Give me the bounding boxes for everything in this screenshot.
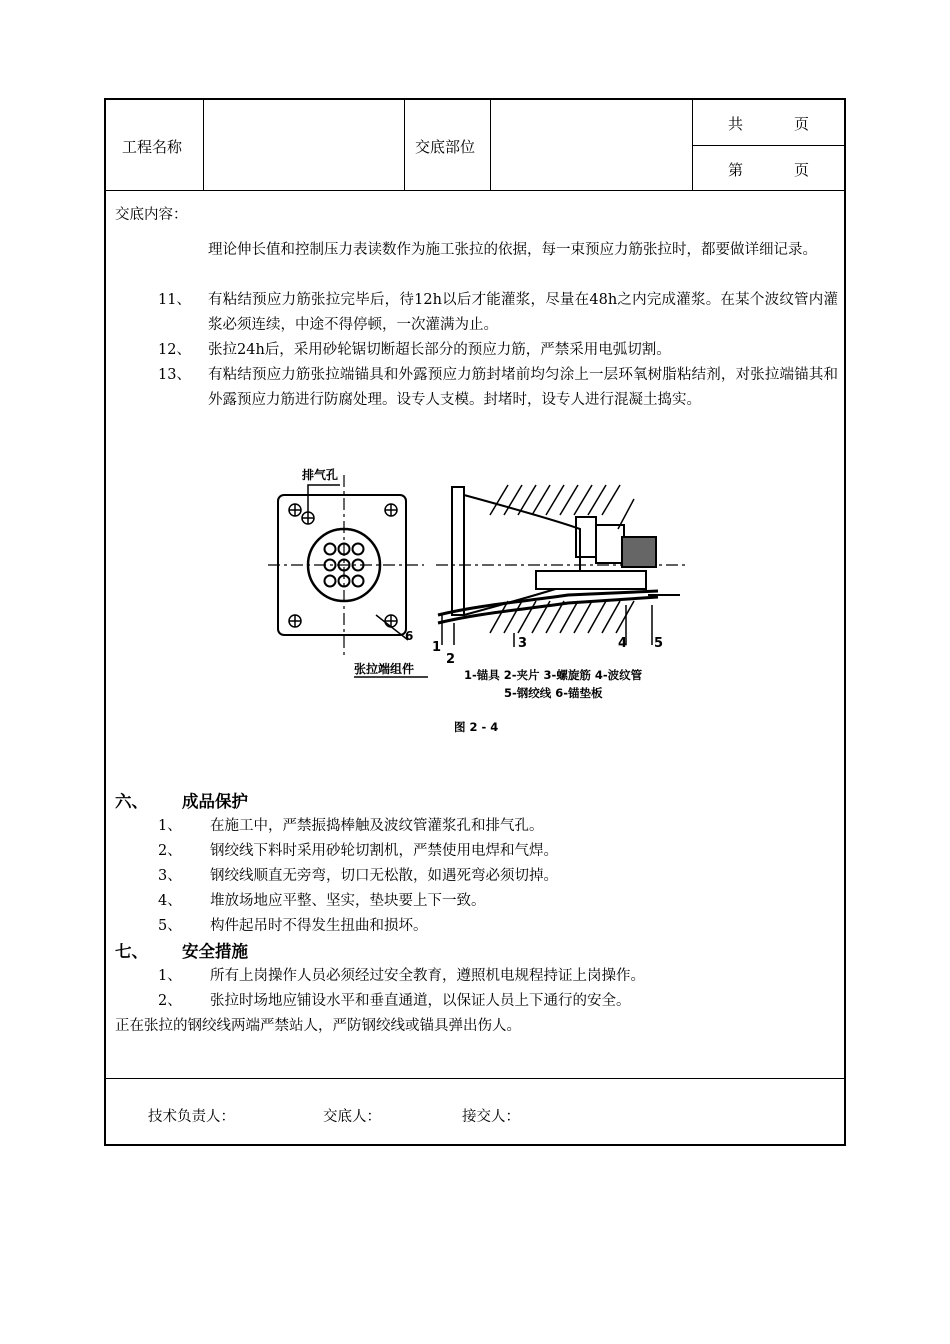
- receiver-label: 接交人：: [462, 1109, 520, 1125]
- section6-number: 六、: [115, 792, 148, 811]
- content-item: 张拉24h后，采用砂轮锯切断超长部分的预应力筋，严禁采用电弧切割。: [208, 342, 671, 358]
- content-item: 有粘结预应力筋张拉完毕后，待12h以后才能灌浆，尽量在48h之内完成灌浆。在某个波纹管内灌浆必须连续，中途不得停顿，一次灌满为止。: [208, 292, 838, 333]
- location-label: 交底部位: [415, 138, 476, 156]
- list-item: 堆放场地应平整、坚实，垫块要上下一致。: [210, 893, 486, 909]
- strand-housing: [536, 571, 646, 589]
- project-name-value[interactable]: [210, 110, 398, 182]
- figure-label-6: 6: [405, 629, 414, 643]
- header-divider: [692, 145, 845, 146]
- item-number: 13、: [158, 367, 191, 383]
- bearing-plate: [452, 487, 464, 615]
- steel-strand: [438, 597, 658, 623]
- total-pages-unit: 页: [794, 115, 810, 133]
- vent-label: 排气孔: [302, 468, 339, 482]
- list-item: 钢绞线下料时采用砂轮切割机，严禁使用电焊和气焊。: [210, 843, 558, 859]
- figure-legend-line1: 1-锚具 2-夹片 3-螺旋筋 4-波纹管: [464, 668, 643, 682]
- figure-caption: 图 2 - 4: [454, 720, 499, 734]
- side-section-view: [436, 485, 686, 647]
- list-item: 钢绞线顺直无旁弯，切口无松散，如遇死弯必须切掉。: [210, 868, 558, 884]
- location-value[interactable]: [496, 110, 686, 182]
- item-number: 2、: [158, 993, 182, 1009]
- tech-lead-label: 技术负责人：: [148, 1109, 235, 1125]
- figure-legend-line2: 5-钢绞线 6-锚垫板: [504, 686, 603, 700]
- wedge-hole: [325, 576, 336, 587]
- footer-top-line: [105, 1078, 845, 1079]
- content-item: 有粘结预应力筋张拉端锚具和外露预应力筋封堵前均匀涂上一层环氧树脂粘结剂，对张拉端锚其和外露预应力筋进行防腐处理。设专人支模。封堵时，设专人进行混凝土捣实。: [208, 367, 838, 408]
- figure-label-1: 1: [432, 640, 442, 655]
- anchor-assembly-figure: [268, 455, 688, 745]
- item-number: 5、: [158, 918, 182, 934]
- item-number: 1、: [158, 818, 182, 834]
- leader-line: [376, 615, 408, 640]
- section7-title: 安全措施: [182, 942, 248, 961]
- assembly-label: 张拉端组件: [354, 662, 415, 676]
- figure-label-3: 3: [518, 636, 528, 651]
- header-bottom-line: [105, 190, 845, 191]
- anchor-head-side: [596, 525, 624, 563]
- list-item: 在施工中，严禁振捣棒触及波纹管灌浆孔和排气孔。: [210, 818, 544, 834]
- item-number: 3、: [158, 868, 182, 884]
- anchor-block: [622, 537, 656, 567]
- leader-line: [308, 485, 340, 512]
- discloser-label: 交底人：: [323, 1109, 381, 1125]
- item-number: 12、: [158, 342, 191, 358]
- header-divider: [490, 99, 491, 191]
- figure-label-2: 2: [446, 652, 456, 667]
- anchor-plate-view: [268, 475, 428, 677]
- list-item: 张拉时场地应铺设水平和垂直通道，以保证人员上下通行的安全。: [210, 993, 631, 1009]
- project-name-label: 工程名称: [122, 138, 183, 156]
- steel-strand: [438, 591, 658, 615]
- list-item: 所有上岗操作人员必须经过安全教育，遵照机电规程持证上岗操作。: [210, 968, 645, 984]
- list-item: 构件起吊时不得发生扭曲和损坏。: [210, 918, 428, 934]
- wedge-hole: [353, 576, 364, 587]
- content-label: 交底内容：: [115, 207, 188, 223]
- section7-number: 七、: [115, 942, 148, 961]
- page-no-label: 第: [728, 161, 744, 179]
- wedge-hole: [353, 544, 364, 555]
- intro-paragraph: 理论伸长值和控制压力表读数作为施工张拉的依据，每一束预应力筋张拉时，都要做详细记录。: [208, 242, 817, 258]
- page-no-unit: 页: [794, 161, 810, 179]
- header-divider: [203, 99, 204, 191]
- total-pages-label: 共: [728, 115, 744, 133]
- wedge-hole: [325, 544, 336, 555]
- safety-note: 正在张拉的钢绞线两端严禁站人，严防钢绞线或锚具弹出伤人。: [115, 1018, 521, 1034]
- item-number: 4、: [158, 893, 182, 909]
- section6-title: 成品保护: [182, 792, 248, 811]
- item-number: 2、: [158, 843, 182, 859]
- item-number: 1、: [158, 968, 182, 984]
- item-number: 11、: [158, 292, 191, 308]
- header-divider: [404, 99, 405, 191]
- figure-label-5: 5: [654, 636, 664, 651]
- figure-label-4: 4: [618, 636, 628, 651]
